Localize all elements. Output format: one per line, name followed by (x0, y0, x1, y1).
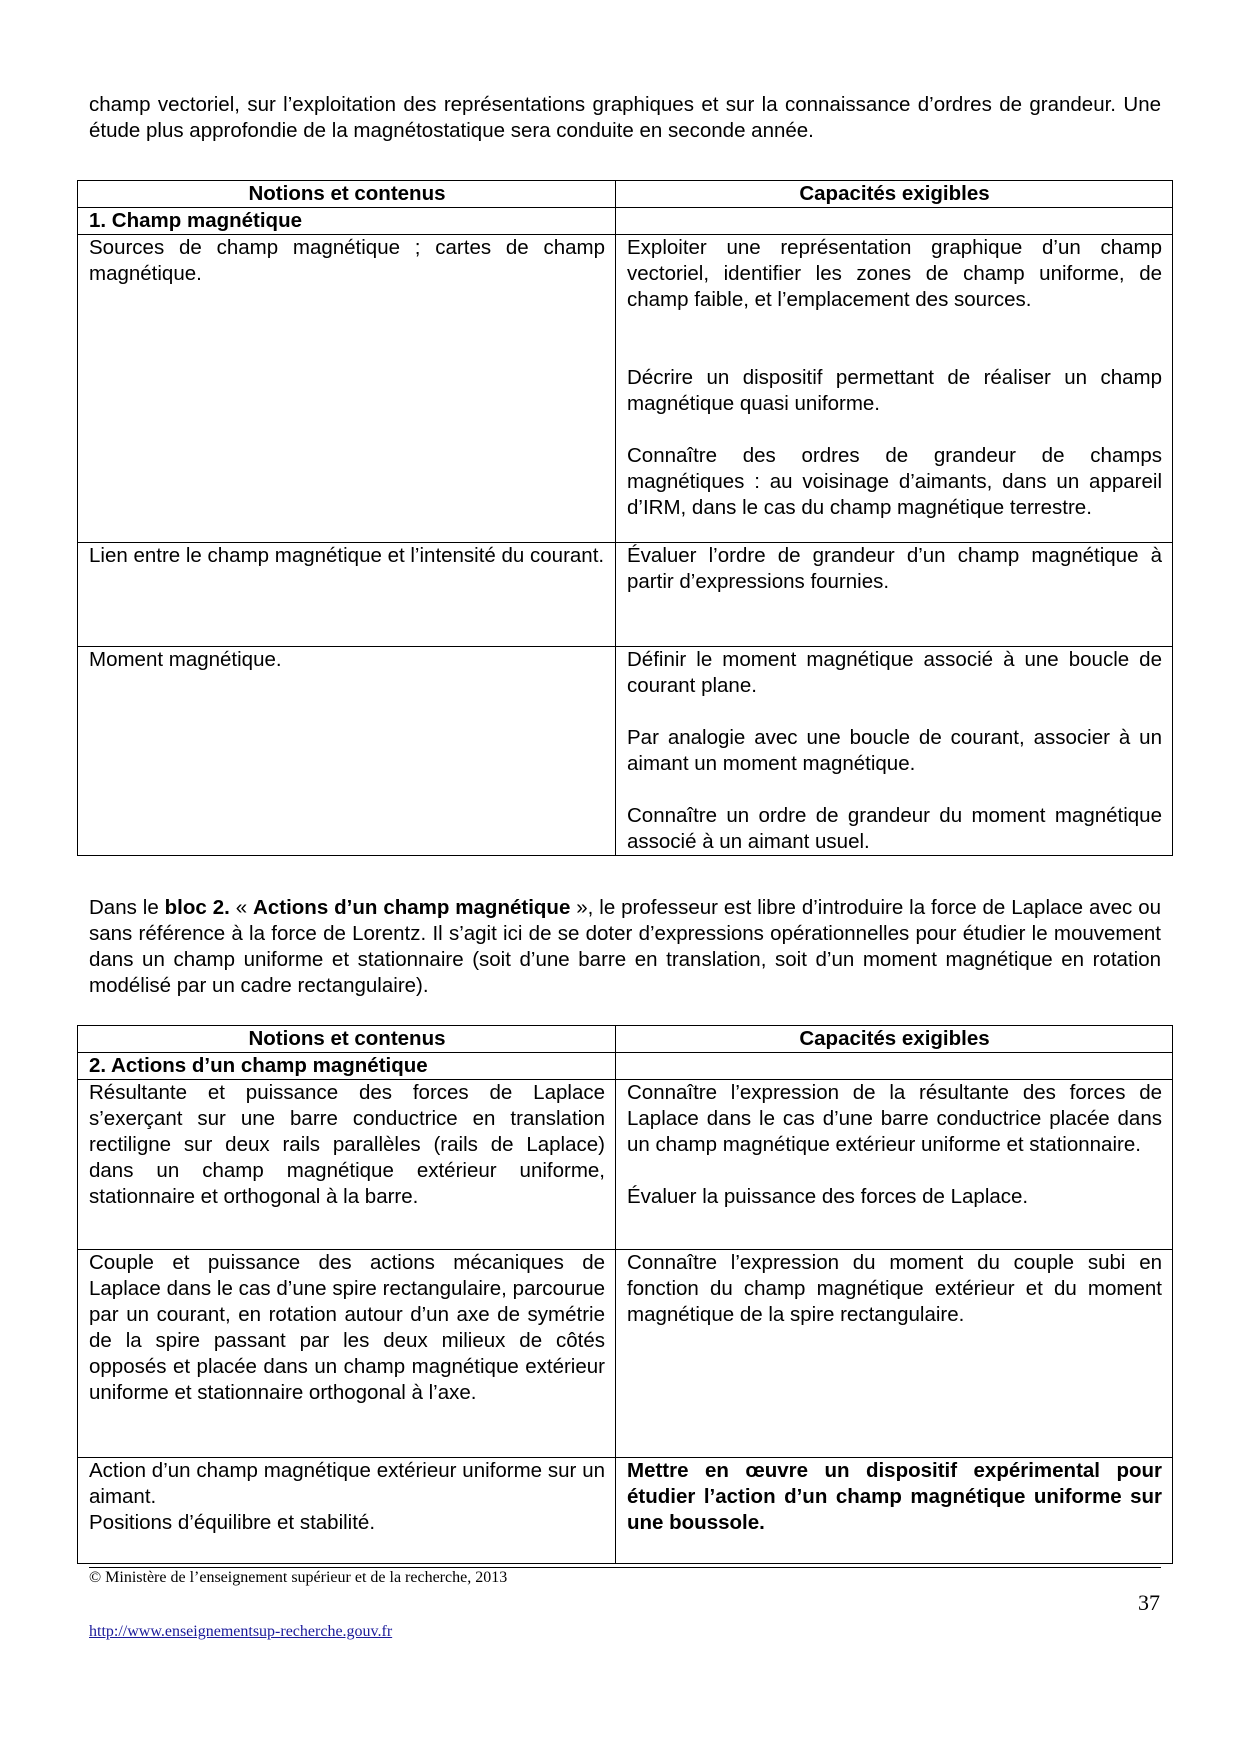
notion-cell: Lien entre le champ magnétique et l’intensité du courant. (78, 543, 616, 647)
footer-rule (89, 1563, 1161, 1564)
table-champ-magnetique (77, 180, 1173, 856)
capacite-text: Exploiter une représentation graphique d’un champ vectoriel, identifier les zones de champ uniforme, de champ faible, et l’emplacement des sources. (627, 236, 1162, 311)
capacite-text: Connaître l’expression de la résultante des forces de Laplace dans le cas d’une barre conductrice placée dans un champ magnétique extérieur uniforme et stationnaire. (627, 1081, 1162, 1156)
footer-link[interactable]: http://www.enseignementsup-recherche.gouv.fr (89, 1623, 393, 1640)
table-header-row (78, 181, 1173, 208)
capacite-text: Évaluer la puissance des forces de Laplace. (627, 1185, 1029, 1208)
section-row (78, 1053, 1173, 1080)
bloc2-open-quote: « (229, 896, 254, 919)
bloc2-label: bloc 2. (164, 896, 230, 919)
table-row (78, 543, 1173, 647)
capacites-cell (616, 647, 1173, 856)
notion-cell: Résultante et puissance des forces de Laplace s’exerçant sur une barre conductrice en translation rectiligne sur deux rails parallèles (rails de Laplace) dans un champ magnétique extérieur uniforme, stationnaire et orthogonal à la barre. (78, 1080, 616, 1250)
table-row (78, 1080, 1173, 1250)
header-notions: Notions et contenus (78, 1026, 616, 1053)
notion-cell: Couple et puissance des actions mécaniques de Laplace dans le cas d’une spire rectangulaire, parcourue par un courant, en rotation autour d’un axe de symétrie de la spire passant par les deux milieux de côtés opposés et placée dans un champ magnétique extérieur uniforme et stationnaire orthogonal à l’axe. (78, 1250, 616, 1458)
capacites-cell (616, 235, 1173, 543)
header-capacites: Capacités exigibles (616, 1026, 1173, 1053)
table-actions-champ-magnetique (77, 1025, 1173, 1564)
notion-line: Action d’un champ magnétique extérieur uniforme sur un aimant. (89, 1459, 605, 1508)
capacites-cell (616, 543, 1173, 647)
bloc2-paragraph (89, 895, 1161, 999)
capacite-text: Connaître l’expression du moment du couple subi en fonction du champ magnétique extérieur et du moment magnétique de la spire rectangulaire. (627, 1251, 1162, 1326)
capacites-cell (616, 1250, 1173, 1458)
section-title: 2. Actions d’un champ magnétique (78, 1053, 616, 1080)
table-row (78, 1458, 1173, 1564)
bloc2-title: Actions d’un champ magnétique (253, 896, 571, 919)
capacite-text: Définir le moment magnétique associé à une boucle de courant plane. (627, 648, 1162, 697)
notion-cell: Moment magnétique. (78, 647, 616, 856)
capacite-text: Par analogie avec une boucle de courant, associer à un aimant un moment magnétique. (627, 726, 1162, 775)
intro-paragraph: champ vectoriel, sur l’exploitation des représentations graphiques et sur la connaissance d’ordres de grandeur. Une étude plus approfondie de la magnétostatique sera conduite en seconde année. (89, 93, 1161, 142)
table-row (78, 235, 1173, 543)
section-empty-cell (616, 208, 1173, 235)
notion-line: Positions d’équilibre et stabilité. (89, 1511, 376, 1534)
notion-cell: Sources de champ magnétique ; cartes de champ magnétique. (78, 235, 616, 543)
table-header-row (78, 1026, 1173, 1053)
section-title: 1. Champ magnétique (78, 208, 616, 235)
capacites-cell (616, 1080, 1173, 1250)
capacite-text: Décrire un dispositif permettant de réaliser un champ magnétique quasi uniforme. (627, 366, 1162, 415)
capacites-cell (616, 1458, 1173, 1564)
page-number: 37 (1138, 1590, 1160, 1615)
header-notions: Notions et contenus (78, 181, 616, 208)
bloc2-text-before: Dans le (89, 896, 165, 919)
capacite-text: Connaître des ordres de grandeur de champs magnétiques : au voisinage d’aimants, dans un appareil d’IRM, dans le cas du champ magnétique terrestre. (627, 444, 1162, 519)
table-row (78, 1250, 1173, 1458)
notion-cell (78, 1458, 616, 1564)
header-capacites: Capacités exigibles (616, 181, 1173, 208)
section-empty-cell (616, 1053, 1173, 1080)
capacite-text: Évaluer l’ordre de grandeur d’un champ magnétique à partir d’expressions fournies. (627, 544, 1162, 593)
capacite-text: Connaître un ordre de grandeur du moment magnétique associé à un aimant usuel. (627, 804, 1162, 853)
capacite-text-experimental: Mettre en œuvre un dispositif expérimental pour étudier l’action d’un champ magnétique uniforme sur une boussole. (627, 1459, 1162, 1534)
table-row (78, 647, 1173, 856)
section-row (78, 208, 1173, 235)
bloc2-text-after: », le professeur est libre d’introduire la force de Laplace avec ou sans référence à la force de Lorentz. Il s’agit ici de se doter d’expressions opérationnelles pour étudier le mouvement dans un champ uniforme et stationnaire (soit d’une barre en translation, soit d’un moment magnétique en rotation modélisé par un cadre rectangulaire). (89, 896, 1161, 997)
footer-copyright: © Ministère de l’enseignement supérieur et de la recherche, 2013 (89, 1569, 508, 1586)
